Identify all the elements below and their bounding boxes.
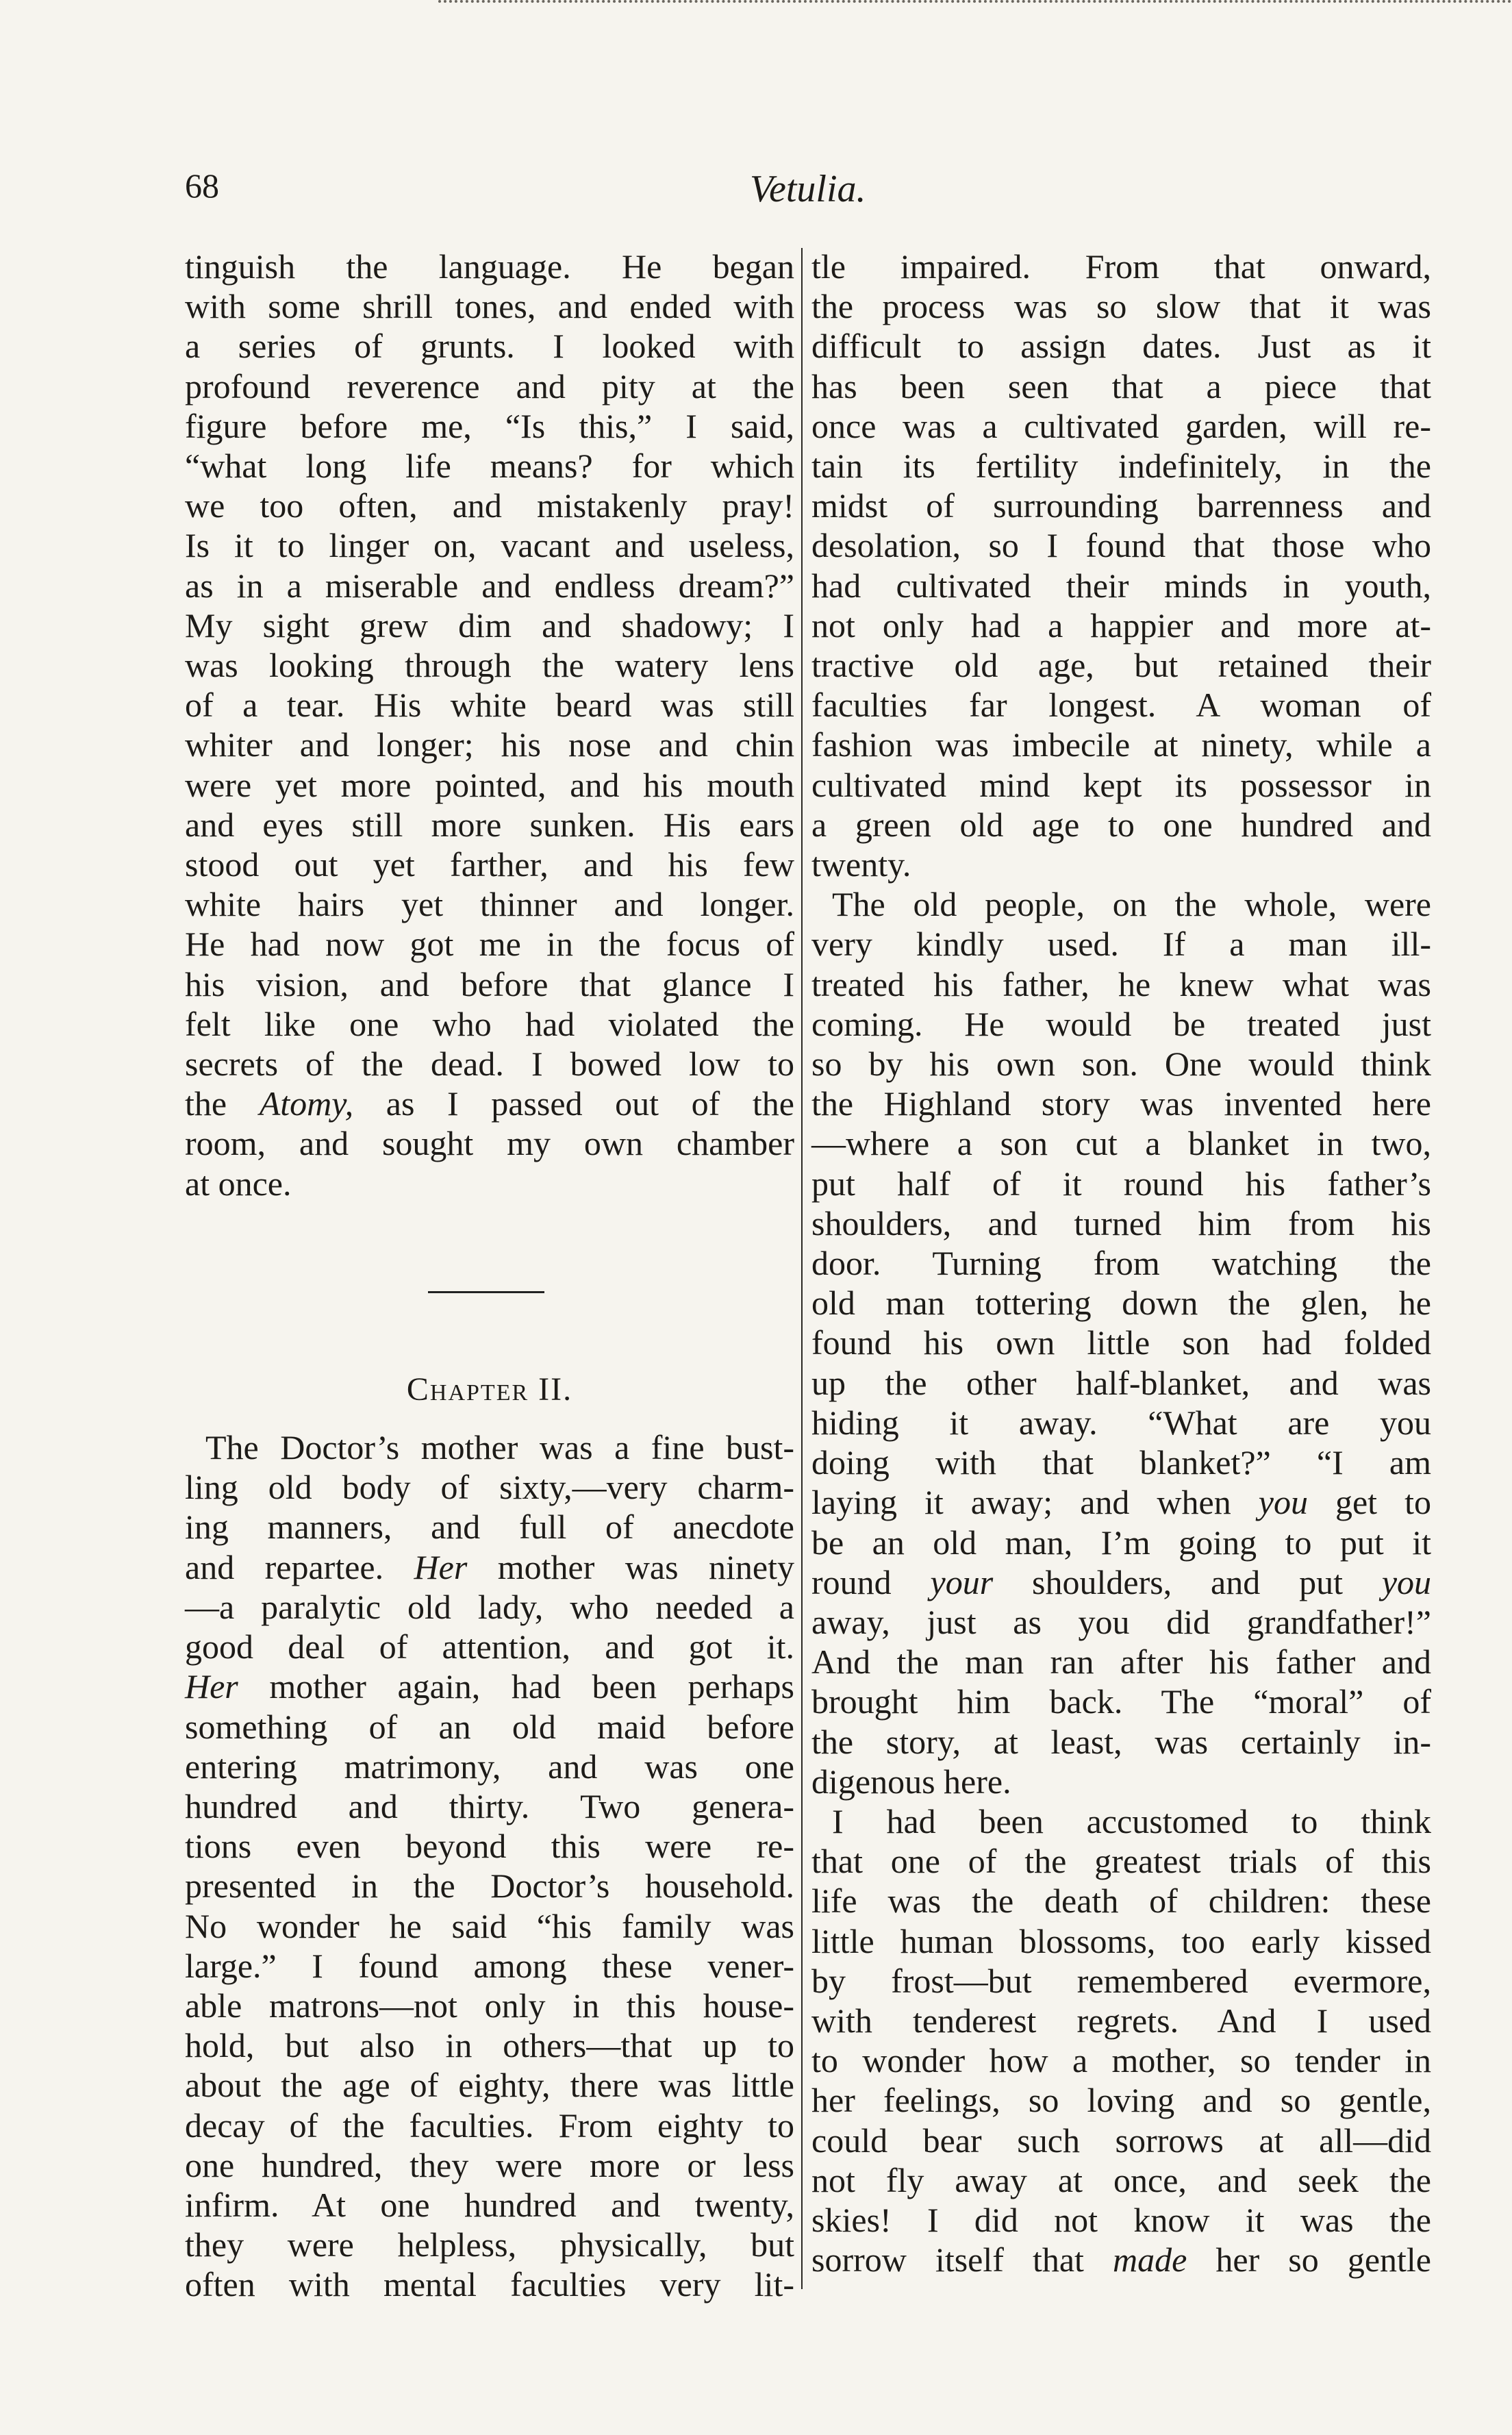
section-separator [428,1291,544,1293]
text-line: his vision, and before that glance I [185,964,794,1003]
text-line: good deal of attention, and got it. [185,1627,794,1666]
text-line: decay of the faculties. From eighty to [185,2106,794,2145]
text-line: a green old age to one hundred and [811,805,1431,844]
text-line: tions even beyond this were re- [185,1827,794,1866]
text-line: one hundred, they were more or less [185,2145,794,2184]
text-line: midst of surrounding barrenness and [811,486,1431,525]
italic-word: you [1258,1483,1308,1522]
text-line: profound reverence and pity at the [185,366,794,405]
text-line: —where a son cut a blanket in two, [811,1124,1431,1163]
text-line [811,1562,1431,1602]
text-line: coming. He would be treated just [811,1004,1431,1043]
text-line: doing with that blanket?” “I am [811,1443,1431,1482]
text-line: —a paralytic old lady, who needed a [185,1587,794,1626]
left-column [185,247,794,2305]
page-number: 68 [185,166,219,205]
text-line: that one of the greatest trials of this [811,1842,1431,1881]
text-line: they were helpless, physically, but [185,2225,794,2264]
text-line: skies! I did not know it was the [811,2200,1431,2239]
text-line [185,1084,794,1123]
text-line: very kindly used. If a man ill- [811,925,1431,964]
text-fragment: and repartee. [185,1547,414,1586]
text-line: No wonder he said “his family was [185,1906,794,1945]
text-fragment: sorrow itself that [811,2240,1113,2280]
text-line: He had now got me in the focus of [185,925,794,964]
italic-word: Her [414,1547,468,1586]
text-line [811,2240,1431,2280]
text-line: hiding it away. “What are you [811,1403,1431,1442]
text-fragment: shoulders, and put [993,1562,1382,1601]
text-line [811,1482,1431,1522]
text-line: with tenderest regrets. And I used [811,2001,1431,2040]
text-line [185,1666,794,1706]
column-divider [801,248,803,2289]
text-line: shoulders, and turned him from his [811,1203,1431,1243]
text-line: white hairs yet thinner and longer. [185,885,794,924]
text-line: tractive old age, but retained their [811,646,1431,685]
text-line: as in a miserable and endless dream?” [185,566,794,605]
text-line: a series of grunts. I looked with [185,327,794,366]
text-line: little human blossoms, too early kissed [811,1921,1431,1960]
text-line: tle impaired. From that onward, [811,247,1431,286]
text-line: to wonder how a mother, so tender in [811,2041,1431,2080]
text-line: her feelings, so loving and so gentle, [811,2081,1431,2120]
text-line: life was the death of children: these [811,1882,1431,1921]
text-line: room, and sought my own chamber [185,1124,794,1163]
text-line: secrets of the dead. I bowed low to [185,1045,794,1084]
text-line: ing manners, and full of anecdote [185,1508,794,1547]
text-line: up the other half-blanket, and was [811,1363,1431,1402]
text-fragment: laying it away; and when [811,1483,1259,1522]
text-line: has been seen that a piece that [811,366,1431,405]
italic-word: Her [185,1667,238,1706]
text-line: tinguish the language. He began [185,247,794,286]
text-line: often with mental faculties very lit- [185,2265,794,2304]
text-line: digenous here. [811,1762,1011,1801]
right-column [811,247,1431,2280]
text-line: old man tottering down the glen, he [811,1284,1431,1323]
top-edge-rule [438,0,1512,7]
text-line: by frost—but remembered evermore, [811,1961,1431,2000]
text-line: “what long life means? for which [185,447,794,486]
text-fragment: her so gentle [1187,2240,1431,2280]
text-line: twenty. [811,845,911,884]
text-line: found his own little son had folded [811,1323,1431,1362]
text-line: once was a cultivated garden, will re- [811,406,1431,445]
text-line: entering matrimony, and was one [185,1747,794,1786]
text-line: brought him back. The “moral” of [811,1682,1431,1721]
text-line: large.” I found among these vener- [185,1946,794,1985]
text-line: be an old man, I’m going to put it [811,1523,1431,1562]
text-fragment: mother again, had been perhaps [238,1667,794,1706]
text-line: stood out yet farther, and his few [185,845,794,884]
chapter-heading [185,1370,794,1410]
text-line: hold, but also in others—that up to [185,2026,794,2065]
text-line: ling old body of sixty,—very charm- [185,1468,794,1507]
italic-word: made [1113,2240,1187,2280]
italic-word: you [1381,1562,1432,1601]
text-line: the process was so slow that it was [811,287,1431,326]
text-line: not only had a happier and more at- [811,605,1431,645]
text-line: fashion was imbecile at ninety, while a [811,725,1431,764]
text-line: presented in the Doctor’s household. [185,1866,794,1906]
text-line: and eyes still more sunken. His ears [185,805,794,844]
text-line: I had been accustomed to think [832,1801,1431,1840]
text-line: not fly away at once, and seek the [811,2160,1431,2199]
italic-word: your [930,1562,994,1601]
text-line: of a tear. His white beard was still [185,686,794,725]
text-line: we too often, and mistakenly pray! [185,486,794,525]
text-line: The Doctor’s mother was a fine bust- [205,1428,794,1467]
text-line: put half of it round his father’s [811,1164,1431,1203]
text-fragment: round [811,1562,931,1601]
text-line: were yet more pointed, and his mouth [185,765,794,804]
text-line: felt like one who had violated the [185,1004,794,1043]
text-line: could bear such sorrows at all—did [811,2121,1431,2160]
text-line: whiter and longer; his nose and chin [185,725,794,764]
text-line: at once. [185,1164,292,1203]
chapter-word: Chapter [406,1371,529,1408]
text-line: away, just as you did grandfather!” [811,1602,1431,1641]
text-line: with some shrill tones, and ended with [185,287,794,326]
text-line: had cultivated their minds in youth, [811,566,1431,605]
text-fragment: mother was ninety [467,1547,794,1586]
text-fragment: as I passed out of the [353,1084,794,1123]
text-line: figure before me, “Is this,” I said, [185,406,794,445]
text-line: treated his father, he knew what was [811,964,1431,1003]
text-line: able matrons—not only in this house- [185,1986,794,2025]
text-line: the Highland story was invented here [811,1084,1431,1123]
text-line: Is it to linger on, vacant and useless, [185,526,794,565]
text-line [185,1547,794,1587]
running-title: Vetulia. [750,168,866,210]
text-line: tain its fertility indefinitely, in the [811,447,1431,486]
italic-word: Atomy, [259,1084,354,1123]
text-line: something of an old maid before [185,1707,794,1746]
chapter-number: II. [529,1371,573,1408]
text-line: was looking through the watery lens [185,646,794,685]
text-line: the story, at least, was certainly in- [811,1722,1431,1761]
text-line: And the man ran after his father and [811,1643,1431,1682]
text-line: The old people, on the whole, were [832,885,1431,924]
text-line: cultivated mind kept its possessor in [811,765,1431,804]
text-line: so by his own son. One would think [811,1045,1431,1084]
text-line: faculties far longest. A woman of [811,686,1431,725]
text-line: door. Turning from watching the [811,1244,1431,1283]
text-line: about the age of eighty, there was little [185,2066,794,2105]
text-line: hundred and thirty. Two genera- [185,1786,794,1825]
text-fragment: get to [1307,1483,1431,1522]
text-fragment: the [185,1084,260,1123]
text-line: My sight grew dim and shadowy; I [185,605,794,645]
text-line: desolation, so I found that those who [811,526,1431,565]
text-line: infirm. At one hundred and twenty, [185,2185,794,2224]
text-line: difficult to assign dates. Just as it [811,327,1431,366]
